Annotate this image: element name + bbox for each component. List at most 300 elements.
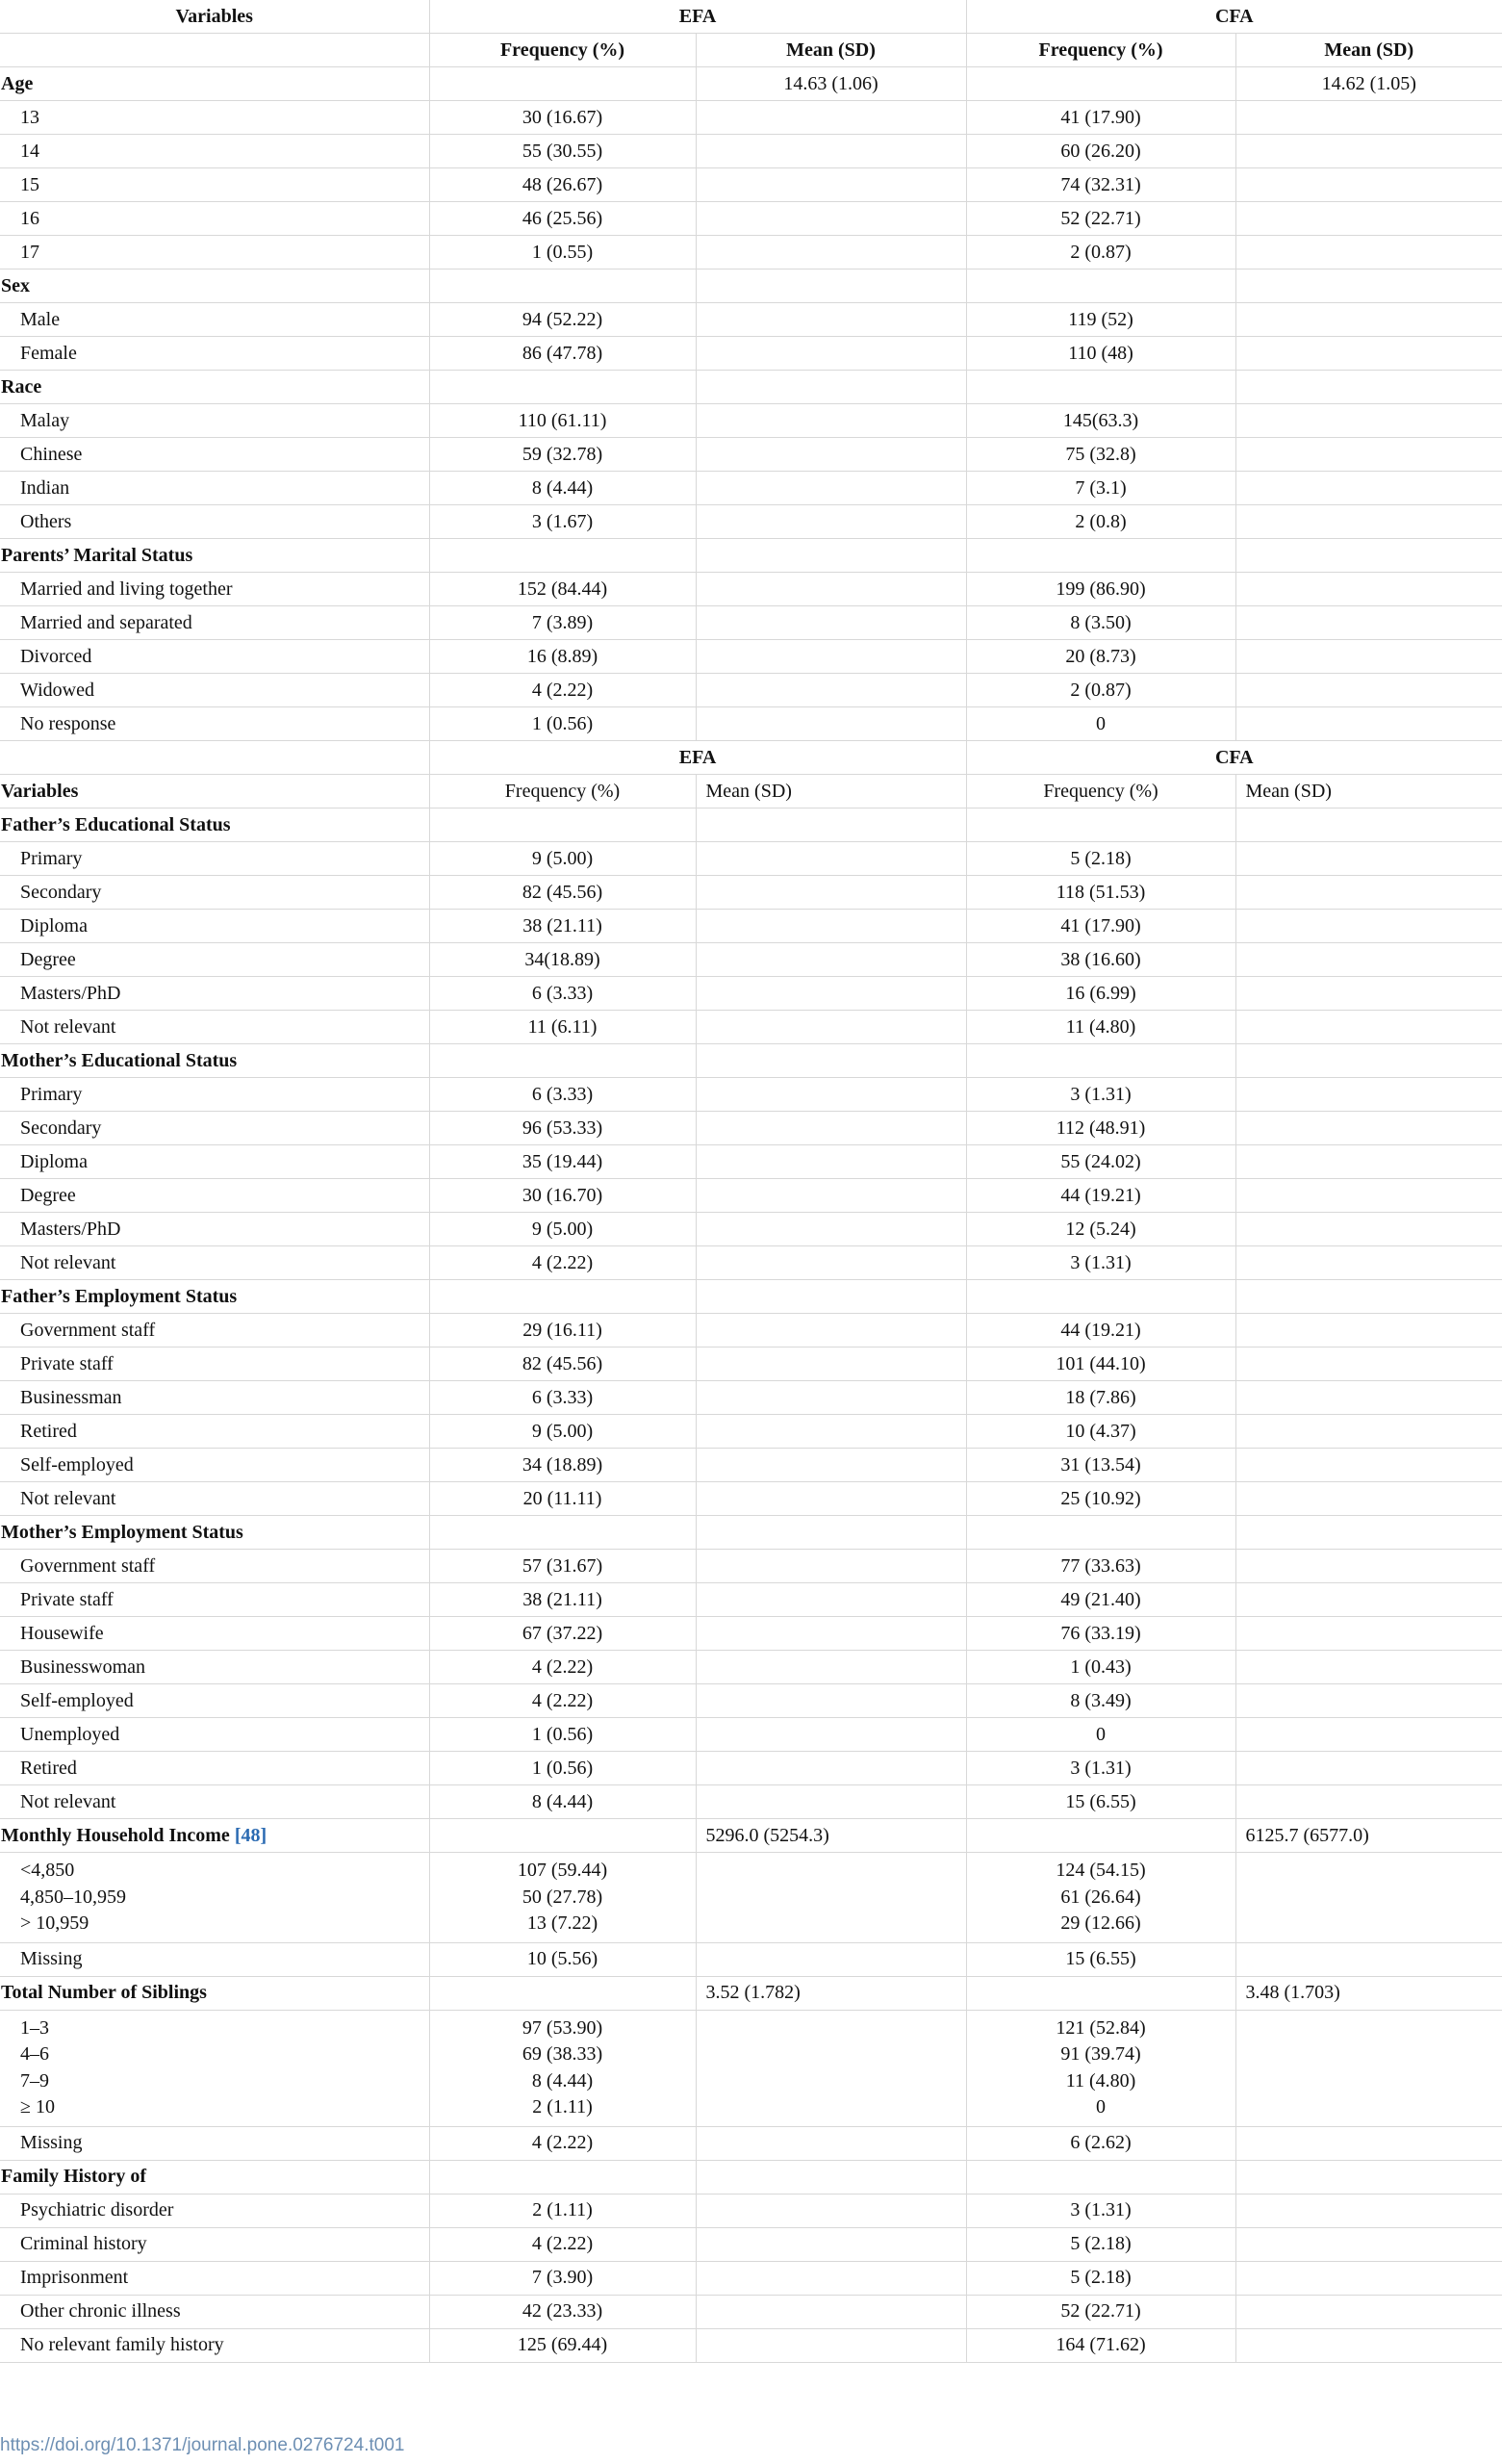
cfa-mean-cell [1235,876,1502,910]
cfa-frequency-cell: 0 [966,1718,1235,1752]
cfa-frequency-cell: 5 (2.18) [966,2261,1235,2295]
group-line: ≥ 10 [20,2096,55,2118]
cfa-mean-cell: 14.62 (1.05) [1235,67,1502,101]
cfa-mean-cell [1235,606,1502,640]
efa-mean-cell [696,2126,966,2160]
efa-mean-cell [696,2328,966,2362]
cfa-mean-cell [1235,1684,1502,1718]
row-label: Not relevant [0,1785,429,1819]
cfa-mean-cell [1235,202,1502,236]
cfa-mean-cell [1235,1550,1502,1583]
efa-frequency-cell: 8 (4.44) [429,472,696,505]
table-row [0,505,1502,539]
category-label: Mother’s Employment Status [0,1516,429,1550]
efa-mean-cell [696,910,966,943]
efa-frequency-cell [429,67,696,101]
cfa-frequency-cell: 38 (16.60) [966,943,1235,977]
efa-frequency-cell: 7 (3.89) [429,606,696,640]
category-label: Sex [0,270,429,303]
cfa-mean-cell [1235,1112,1502,1145]
efa-mean-cell [696,674,966,707]
efa-mean-cell [696,1684,966,1718]
efa-mean-cell [696,1853,966,1943]
efa-mean-cell [696,842,966,876]
category-label: Father’s Employment Status [0,1280,429,1314]
table-row [0,977,1502,1011]
efa-frequency-cell: 67 (37.22) [429,1617,696,1651]
table-row [0,236,1502,270]
efa-frequency-cell: 96 (53.33) [429,1112,696,1145]
row-label: 14 [0,135,429,168]
cfa-frequency-cell: 8 (3.50) [966,606,1235,640]
cfa-mean-cell [1235,168,1502,202]
table-row [0,1213,1502,1246]
cfa-mean-cell [1235,1348,1502,1381]
cfa-frequency-cell: 41 (17.90) [966,910,1235,943]
cfa-frequency-cell: 16 (6.99) [966,977,1235,1011]
row-label: Other chronic illness [0,2295,429,2328]
row-label: Retired [0,1752,429,1785]
row-label: No response [0,707,429,741]
efa-mean-cell [696,1246,966,1280]
category-row [0,1044,1502,1078]
row-label: Imprisonment [0,2261,429,2295]
efa-frequency-cell: 9 (5.00) [429,1415,696,1449]
table-row [0,910,1502,943]
efa-mean-cell [696,1482,966,1516]
row-label: Indian [0,472,429,505]
category-row [0,1819,1502,1853]
table-row [0,606,1502,640]
category-label: Family History of [0,2160,429,2194]
table-row [0,1752,1502,1785]
efa-frequency-cell [429,2010,696,2126]
group-line: 11 (4.80) [1065,2069,1136,2092]
cfa-mean-cell: 6125.7 (6577.0) [1235,1819,1502,1853]
row-label: Self-employed [0,1449,429,1482]
cfa-frequency-cell: 110 (48) [966,337,1235,371]
cfa-mean-cell [1235,674,1502,707]
cfa-frequency-cell: 20 (8.73) [966,640,1235,674]
row-label: Unemployed [0,1718,429,1752]
table-row [0,438,1502,472]
cfa-frequency-cell: 12 (5.24) [966,1213,1235,1246]
efa-mean-cell [696,1044,966,1078]
cfa-mean-cell [1235,1516,1502,1550]
cfa-frequency-cell: 119 (52) [966,303,1235,337]
efa-mean-cell [696,2194,966,2227]
cfa-frequency-cell [966,539,1235,573]
efa-frequency-cell [429,1044,696,1078]
group-line: 4,850–10,959 [20,1886,126,1908]
cfa-frequency-cell: 6 (2.62) [966,2126,1235,2160]
table-row [0,202,1502,236]
cfa-mean-cell [1235,1651,1502,1684]
group-line: 7–9 [20,2069,49,2092]
category-label: Mother’s Educational Status [0,1044,429,1078]
efa-frequency-cell: 34 (18.89) [429,1449,696,1482]
cfa-frequency-cell: 15 (6.55) [966,1785,1235,1819]
efa-mean-cell [696,101,966,135]
cfa-mean-cell [1235,337,1502,371]
table-row [0,1550,1502,1583]
cfa-mean-cell [1235,2328,1502,2362]
cfa-frequency-cell: 75 (32.8) [966,438,1235,472]
row-label: Masters/PhD [0,1213,429,1246]
cfa-mean-cell [1235,1078,1502,1112]
efa-mean-cell [696,1752,966,1785]
efa-mean-cell [696,1651,966,1684]
table-row [0,1684,1502,1718]
efa-frequency-cell: 4 (2.22) [429,1651,696,1684]
efa-frequency-cell: 4 (2.22) [429,674,696,707]
efa-header: EFA [429,0,966,34]
group-line: > 10,959 [20,1912,89,1934]
cfa-mean-cell [1235,1853,1502,1943]
efa-frequency-cell [429,539,696,573]
row-label: Others [0,505,429,539]
cfa-mean-cell [1235,1718,1502,1752]
cfa-mean-cell [1235,1280,1502,1314]
efa-frequency-cell: 7 (3.90) [429,2261,696,2295]
efa-mean-cell [696,1348,966,1381]
cfa-frequency-cell [966,1516,1235,1550]
cfa-frequency-cell: 52 (22.71) [966,202,1235,236]
table-row [0,674,1502,707]
cfa-mean-cell [1235,1381,1502,1415]
efa-frequency-cell: 3 (1.67) [429,505,696,539]
row-label: Married and separated [0,606,429,640]
efa-mean-cell [696,1011,966,1044]
repeated-header-row [0,741,1502,775]
cfa-frequency-header: Frequency (%) [966,34,1235,67]
cfa-frequency-cell: 5 (2.18) [966,842,1235,876]
efa-frequency-header: Frequency (%) [429,34,696,67]
efa-mean-cell [696,1718,966,1752]
variables-header: Variables [0,0,429,34]
cfa-mean-cell [1235,1785,1502,1819]
doi-link[interactable]: https://doi.org/10.1371/journal.pone.0276724.t001 [0,2435,405,2455]
group-line: 1–3 [20,2016,49,2039]
row-label: 17 [0,236,429,270]
row-label: Secondary [0,876,429,910]
efa-mean-cell [696,1314,966,1348]
efa-mean-cell [696,1516,966,1550]
row-label: Housewife [0,1617,429,1651]
cfa-frequency-cell: 41 (17.90) [966,101,1235,135]
cfa-mean-cell [1235,135,1502,168]
row-label: Diploma [0,1145,429,1179]
row-label: Missing [0,1942,429,1976]
cfa-mean-cell [1235,1617,1502,1651]
cfa-mean-cell [1235,1246,1502,1280]
efa-mean-cell [696,472,966,505]
grouped-row [0,1853,1502,1943]
efa-mean-cell [696,202,966,236]
cfa-frequency-cell: 74 (32.31) [966,168,1235,202]
efa-mean-cell [696,1179,966,1213]
efa-frequency-cell: 8 (4.44) [429,1785,696,1819]
efa-frequency-cell: 2 (1.11) [429,2194,696,2227]
cfa-mean-cell [1235,1449,1502,1482]
row-label: Businessman [0,1381,429,1415]
cfa-header: CFA [966,0,1502,34]
row-label: Primary [0,1078,429,1112]
efa-frequency-cell: 152 (84.44) [429,573,696,606]
cfa-frequency-cell: 3 (1.31) [966,1246,1235,1280]
cfa-frequency-cell [966,67,1235,101]
cfa-mean-cell [1235,101,1502,135]
group-line: 124 (54.15) [1056,1860,1146,1881]
cfa-frequency-cell: 44 (19.21) [966,1314,1235,1348]
efa-frequency-cell: 34(18.89) [429,943,696,977]
efa-frequency-cell: 55 (30.55) [429,135,696,168]
cfa-mean-cell [1235,438,1502,472]
table-row [0,101,1502,135]
row-label: Self-employed [0,1684,429,1718]
efa-mean-cell [696,573,966,606]
efa-mean-cell [696,1112,966,1145]
cfa-mean-cell [1235,640,1502,674]
cfa-frequency-cell: 1 (0.43) [966,1651,1235,1684]
efa-mean-cell [696,2295,966,2328]
efa-frequency-cell: 29 (16.11) [429,1314,696,1348]
efa-frequency-cell: 57 (31.67) [429,1550,696,1583]
cfa-frequency-cell: 10 (4.37) [966,1415,1235,1449]
efa-frequency-cell: 4 (2.22) [429,1246,696,1280]
efa-frequency-cell: 4 (2.22) [429,2227,696,2261]
cfa-mean-cell [1235,1145,1502,1179]
efa-frequency-cell [429,270,696,303]
row-label: Chinese [0,438,429,472]
efa-frequency-cell: 30 (16.70) [429,1179,696,1213]
category-row [0,808,1502,842]
table-row [0,1145,1502,1179]
cfa-mean-cell [1235,573,1502,606]
row-label: Government staff [0,1550,429,1583]
efa-mean-cell [696,1415,966,1449]
reference-link[interactable]: [48] [234,1824,267,1846]
efa-frequency-cell: 20 (11.11) [429,1482,696,1516]
group-line: 97 (53.90) [522,2016,603,2039]
table-row [0,1314,1502,1348]
efa-frequency-cell: 86 (47.78) [429,337,696,371]
cfa-frequency-cell: 2 (0.87) [966,674,1235,707]
group-line: 69 (38.33) [522,2043,603,2065]
efa-frequency-cell: 6 (3.33) [429,1078,696,1112]
cfa-frequency-cell [966,1044,1235,1078]
row-label: Government staff [0,1314,429,1348]
row-label: Male [0,303,429,337]
category-row [0,371,1502,404]
efa-mean-cell [696,1449,966,1482]
category-row [0,1280,1502,1314]
table-row [0,2328,1502,2362]
efa-frequency-cell: 4 (2.22) [429,2126,696,2160]
efa-frequency-cell: 125 (69.44) [429,2328,696,2362]
cfa-frequency-cell: 199 (86.90) [966,573,1235,606]
row-label: Not relevant [0,1482,429,1516]
efa-mean-cell [696,539,966,573]
cfa-mean-cell [1235,371,1502,404]
row-label: Retired [0,1415,429,1449]
cfa-frequency-cell [966,2010,1235,2126]
variables-header: Variables [0,775,429,808]
row-label: Widowed [0,674,429,707]
efa-frequency-cell: 110 (61.11) [429,404,696,438]
efa-frequency-cell [429,1280,696,1314]
efa-mean-cell [696,1280,966,1314]
row-label: Married and living together [0,573,429,606]
cfa-mean-cell [1235,943,1502,977]
header-row [0,0,1502,34]
category-label-text: Monthly Household Income [1,1824,230,1846]
table-row [0,842,1502,876]
table-row [0,2261,1502,2295]
cfa-mean-cell: 3.48 (1.703) [1235,1976,1502,2010]
efa-mean-cell [696,438,966,472]
cfa-mean-cell [1235,472,1502,505]
category-row [0,67,1502,101]
category-label: Father’s Educational Status [0,808,429,842]
row-label: Psychiatric disorder [0,2194,429,2227]
efa-frequency-cell: 38 (21.11) [429,910,696,943]
table-row [0,404,1502,438]
table-row [0,1112,1502,1145]
table-row [0,943,1502,977]
efa-mean-cell [696,1617,966,1651]
efa-mean-cell: 3.52 (1.782) [696,1976,966,2010]
category-row [0,2160,1502,2194]
efa-mean-header: Mean (SD) [696,775,966,808]
efa-mean-cell [696,2160,966,2194]
table-row [0,1785,1502,1819]
cfa-frequency-cell: 2 (0.8) [966,505,1235,539]
efa-mean-cell [696,1145,966,1179]
row-label: Businesswoman [0,1651,429,1684]
efa-frequency-cell [429,1819,696,1853]
efa-frequency-cell: 30 (16.67) [429,101,696,135]
row-label: Not relevant [0,1011,429,1044]
cfa-frequency-cell: 8 (3.49) [966,1684,1235,1718]
cfa-mean-cell [1235,1044,1502,1078]
cfa-mean-cell [1235,2126,1502,2160]
cfa-frequency-cell [966,1853,1235,1943]
efa-frequency-cell: 42 (23.33) [429,2295,696,2328]
cfa-frequency-cell: 7 (3.1) [966,472,1235,505]
group-line: 4–6 [20,2043,49,2065]
efa-mean-cell [696,1213,966,1246]
table-row [0,337,1502,371]
cfa-frequency-header: Frequency (%) [966,775,1235,808]
efa-mean-cell [696,2261,966,2295]
efa-mean-cell [696,1078,966,1112]
efa-frequency-cell: 1 (0.56) [429,707,696,741]
cfa-frequency-cell: 15 (6.55) [966,1942,1235,1976]
efa-mean-cell [696,303,966,337]
cfa-mean-cell [1235,505,1502,539]
cfa-frequency-cell [966,1280,1235,1314]
cfa-frequency-cell [966,1976,1235,2010]
efa-mean-cell [696,943,966,977]
efa-mean-cell [696,640,966,674]
efa-frequency-cell: 82 (45.56) [429,876,696,910]
table-row [0,1078,1502,1112]
table-row [0,168,1502,202]
efa-mean-cell [696,505,966,539]
cfa-mean-cell [1235,404,1502,438]
repeated-subheader-row [0,775,1502,808]
row-label: Primary [0,842,429,876]
efa-mean-cell [696,404,966,438]
category-label [0,1819,429,1853]
cfa-frequency-cell [966,808,1235,842]
cfa-frequency-cell [966,371,1235,404]
cfa-frequency-cell: 145(63.3) [966,404,1235,438]
efa-mean-cell [696,168,966,202]
category-row [0,1976,1502,2010]
cfa-frequency-cell: 25 (10.92) [966,1482,1235,1516]
cfa-frequency-cell: 164 (71.62) [966,2328,1235,2362]
cfa-frequency-cell: 49 (21.40) [966,1583,1235,1617]
category-label: Total Number of Siblings [0,1976,429,2010]
efa-mean-cell [696,371,966,404]
table-row [0,2126,1502,2160]
efa-mean-cell: 14.63 (1.06) [696,67,966,101]
table-row [0,1246,1502,1280]
efa-frequency-cell: 10 (5.56) [429,1942,696,1976]
cfa-mean-cell [1235,2194,1502,2227]
table-row [0,2295,1502,2328]
efa-mean-cell [696,1550,966,1583]
group-line: 107 (59.44) [517,1860,608,1881]
efa-frequency-cell: 1 (0.55) [429,236,696,270]
row-label: Criminal history [0,2227,429,2261]
group-line: <4,850 [20,1860,75,1881]
efa-mean-cell [696,1785,966,1819]
cfa-mean-cell [1235,2295,1502,2328]
group-line: 121 (52.84) [1056,2016,1146,2039]
table-row [0,1617,1502,1651]
group-line: 50 (27.78) [522,1886,603,1908]
cfa-mean-cell [1235,2227,1502,2261]
row-label: Private staff [0,1583,429,1617]
efa-frequency-cell [429,1853,696,1943]
row-label: Secondary [0,1112,429,1145]
cfa-frequency-cell: 3 (1.31) [966,1078,1235,1112]
row-label: Divorced [0,640,429,674]
efa-mean-cell [696,2010,966,2126]
group-line: 13 (7.22) [526,1912,598,1934]
cfa-mean-cell [1235,236,1502,270]
group-line: 0 [1096,2096,1107,2118]
cfa-mean-cell [1235,539,1502,573]
efa-mean-cell [696,1381,966,1415]
cfa-mean-cell [1235,910,1502,943]
cfa-mean-cell [1235,1752,1502,1785]
cfa-frequency-cell: 2 (0.87) [966,236,1235,270]
cfa-frequency-cell: 0 [966,707,1235,741]
efa-mean-header: Mean (SD) [696,34,966,67]
table-row [0,1348,1502,1381]
cfa-frequency-cell: 44 (19.21) [966,1179,1235,1213]
efa-frequency-cell: 1 (0.56) [429,1752,696,1785]
cfa-frequency-cell: 18 (7.86) [966,1381,1235,1415]
efa-frequency-cell: 11 (6.11) [429,1011,696,1044]
cfa-mean-cell [1235,2261,1502,2295]
table-row [0,1381,1502,1415]
table-row [0,303,1502,337]
